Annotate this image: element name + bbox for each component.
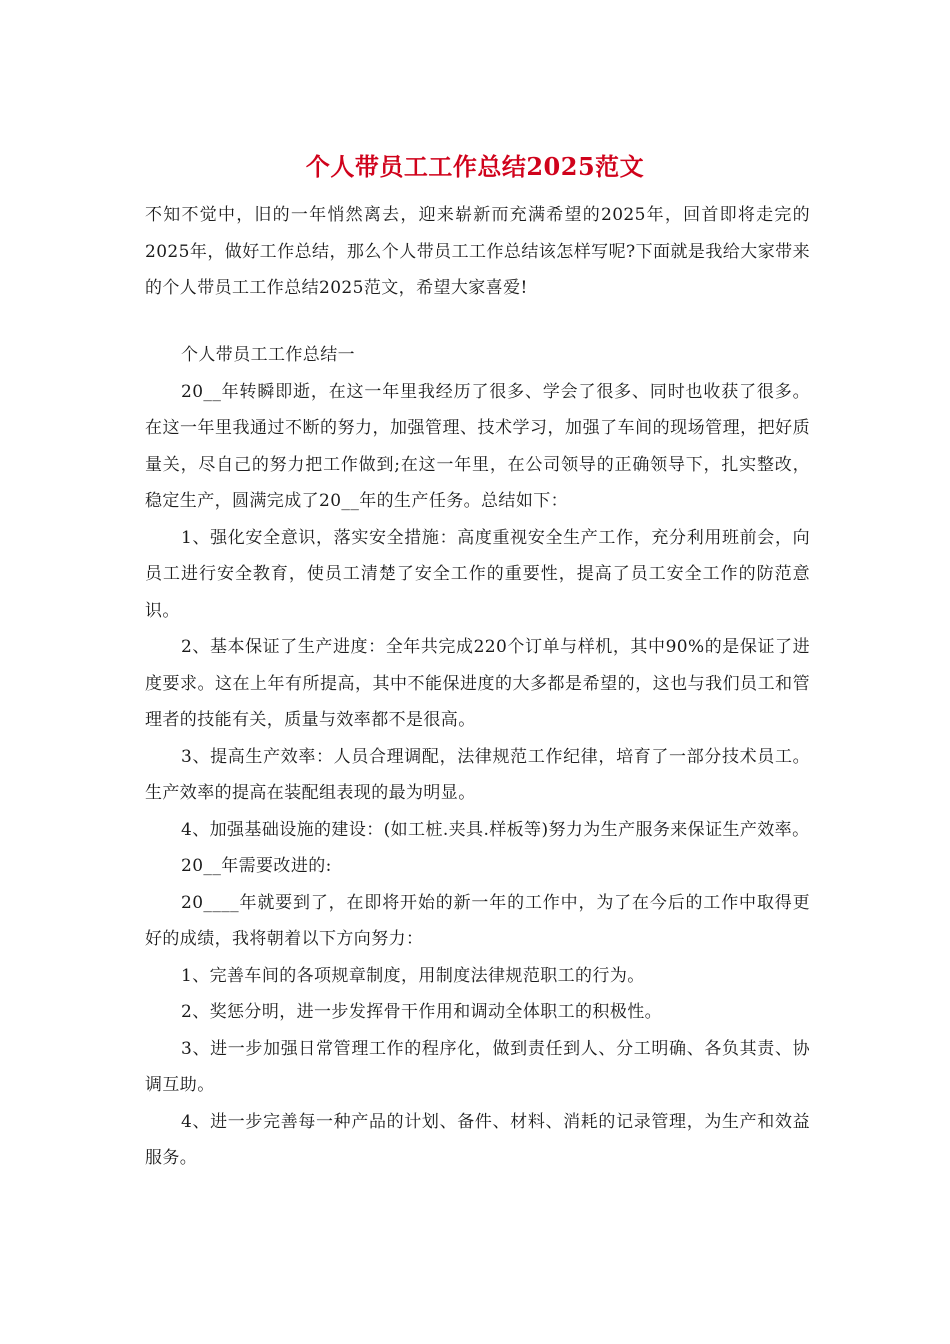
body-paragraph: 20__年需要改进的: — [181, 856, 332, 876]
section-heading: 个人带员工工作总结一 — [181, 345, 355, 365]
body-paragraph: 20__年转瞬即逝，在这一年里我经历了很多、学会了很多、同时也收获了很多。在这一年里我通过不断的努力，加强管理、技术学习，加强了车间的现场管理，把好质量关，尽自己的努力把工作做到;在这一年里，在公司领导的正确领导下，扎实整改，稳定生产，圆满完成了20__年的生产任务。总结如下： — [145, 381, 810, 511]
document-title: 个人带员工工作总结2025范文 — [305, 152, 645, 181]
main-body — [145, 337, 810, 1177]
body-paragraph: 3、进一步加强日常管理工作的程序化，做到责任到人、分工明确、各负其责、协调互助。 — [145, 1038, 810, 1095]
body-paragraph: 2、奖惩分明，进一步发挥骨干作用和调动全体职工的积极性。 — [181, 1002, 663, 1022]
body-paragraph: 20____年就要到了，在即将开始的新一年的工作中，为了在今后的工作中取得更好的成绩，我将朝着以下方向努力： — [145, 892, 810, 949]
intro-block — [145, 197, 810, 307]
intro-paragraph: 不知不觉中，旧的一年悄然离去，迎来崭新而充满希望的2025年，回首即将走完的2025年，做好工作总结，那么个人带员工工作总结该怎样写呢?下面就是我给大家带来的个人带员工工作总结2025范文，希望大家喜爱! — [145, 205, 810, 298]
body-paragraph: 4、加强基础设施的建设：(如工桩.夹具.样板等)努力为生产服务来保证生产效率。 — [181, 819, 810, 840]
body-paragraph: 2、基本保证了生产进度：全年共完成220个订单与样机，其中90%的是保证了进度要求。这在上年有所提高，其中不能保进度的大多都是希望的，这也与我们员工和管理者的技能有关，质量与效率都不是很高。 — [145, 637, 810, 730]
body-paragraph: 4、进一步完善每一种产品的计划、备件、材料、消耗的记录管理，为生产和效益服务。 — [145, 1111, 810, 1168]
body-paragraph: 3、提高生产效率：人员合理调配，法律规范工作纪律，培育了一部分技术员工。生产效率的提高在装配组表现的最为明显。 — [145, 746, 810, 803]
body-paragraph: 1、强化安全意识，落实安全措施：高度重视安全生产工作，充分利用班前会，向员工进行安全教育，使员工清楚了安全工作的重要性，提高了员工安全工作的防范意识。 — [145, 527, 810, 621]
body-paragraph: 1、完善车间的各项规章制度，用制度法律规范职工的行为。 — [181, 965, 645, 986]
